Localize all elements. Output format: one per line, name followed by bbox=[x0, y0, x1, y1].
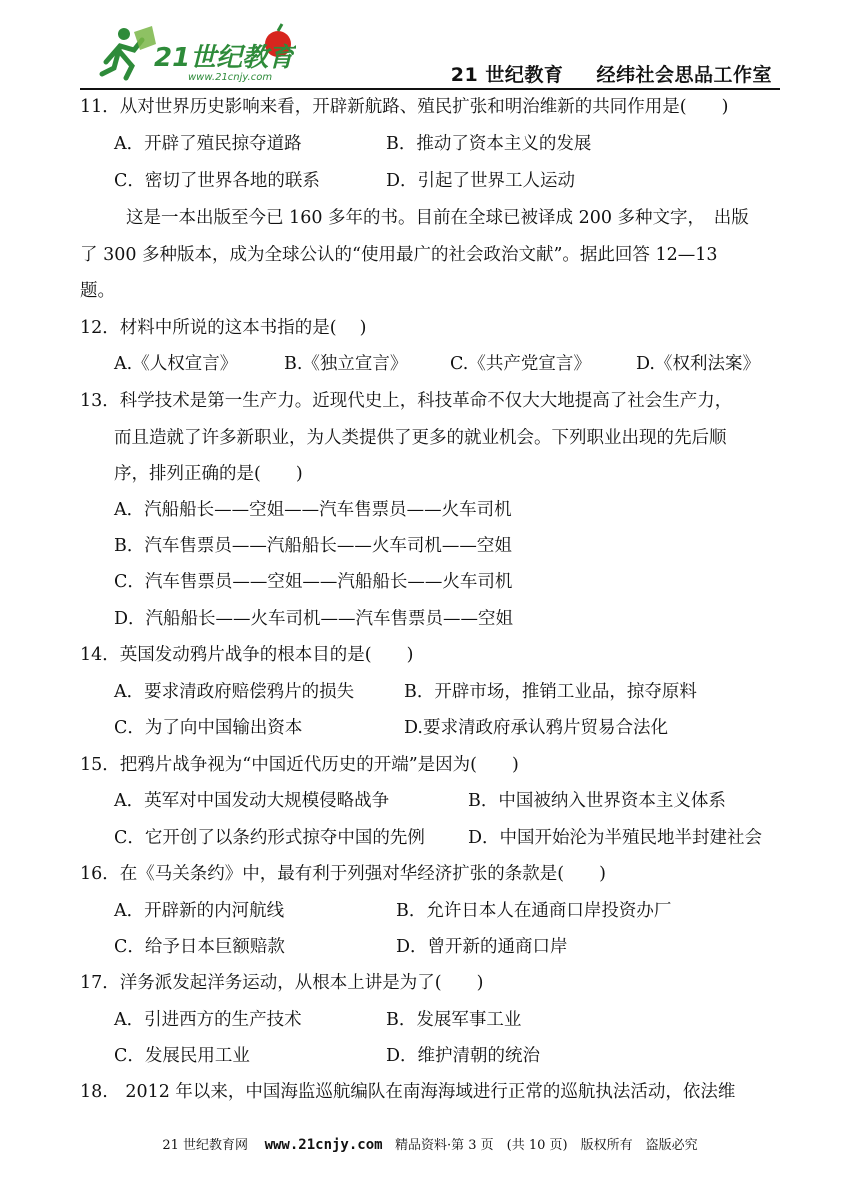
q12-option-d: D.《权利法案》 bbox=[636, 354, 760, 374]
q14-stem: 14．英国发动鸦片战争的根本目的是( ) bbox=[80, 645, 414, 665]
page-footer bbox=[0, 1134, 860, 1153]
footer-site: 21 世纪教育网 bbox=[162, 1138, 249, 1153]
q14-option-d: D.要求清政府承认鸦片贸易合法化 bbox=[404, 718, 668, 738]
q11-option-c: C．密切了世界各地的联系 bbox=[114, 171, 320, 191]
page-header bbox=[0, 0, 860, 92]
q16-stem: 16．在《马关条约》中，最有利于列强对华经济扩张的条款是( ) bbox=[80, 864, 606, 884]
q13-option-a: A．汽船船长——空姐——汽车售票员——火车司机 bbox=[114, 500, 512, 520]
header-rule bbox=[80, 88, 780, 90]
q14-option-a: A．要求清政府赔偿鸦片的损失 bbox=[114, 682, 355, 702]
q12-stem: 12．材料中所说的这本书指的是( ) bbox=[80, 318, 367, 338]
footer-page-info: 精品资料·第 3 页 (共 10 页) 版权所有 盗版必究 bbox=[395, 1138, 698, 1153]
q17-option-a: A．引进西方的生产技术 bbox=[114, 1010, 302, 1030]
logo-21cnjy bbox=[96, 22, 296, 86]
q17-option-d: D．维护清朝的统治 bbox=[386, 1046, 541, 1066]
material-line-3: 题。 bbox=[80, 281, 115, 301]
q14-option-b: B．开辟市场，推销工业品，掠夺原料 bbox=[404, 682, 697, 702]
q16-option-c: C．给予日本巨额赔款 bbox=[114, 937, 285, 957]
q15-option-c: C．它开创了以条约形式掠夺中国的先例 bbox=[114, 828, 425, 848]
q16-option-a: A．开辟新的内河航线 bbox=[114, 901, 285, 921]
logo-text: 21世纪教育 bbox=[154, 43, 295, 73]
q11-option-b: B．推动了资本主义的发展 bbox=[386, 134, 592, 154]
q11-option-a: A．开辟了殖民掠夺道路 bbox=[114, 134, 302, 154]
q13-option-c: C．汽车售票员——空姐——汽船船长——火车司机 bbox=[114, 572, 513, 592]
logo-url: www.21cnjy.com bbox=[188, 72, 273, 83]
brand-right: 经纬社会思品工作室 bbox=[596, 64, 772, 86]
q14-option-c: C．为了向中国输出资本 bbox=[114, 718, 303, 738]
q15-option-b: B．中国被纳入世界资本主义体系 bbox=[468, 791, 726, 811]
header-brand bbox=[451, 60, 772, 87]
q15-option-a: A．英军对中国发动大规模侵略战争 bbox=[114, 791, 390, 811]
q16-option-d: D．曾开新的通商口岸 bbox=[396, 937, 568, 957]
q17-option-c: C．发展民用工业 bbox=[114, 1046, 250, 1066]
q11-stem: 11．从对世界历史影响来看，开辟新航路、殖民扩张和明治维新的共同作用是( ) bbox=[80, 97, 729, 117]
footer-url: www.21cnjy.com bbox=[264, 1137, 383, 1153]
q11-option-d: D．引起了世界工人运动 bbox=[386, 171, 576, 191]
q12-option-c: C.《共产党宣言》 bbox=[450, 354, 591, 374]
q12-option-a: A.《人权宣言》 bbox=[114, 354, 238, 374]
q15-option-d: D．中国开始沦为半殖民地半封建社会 bbox=[468, 828, 763, 848]
material-line-1: 这是一本出版至今已 160 多年的书。目前在全球已被译成 200 多种文字， 出版 bbox=[126, 208, 749, 228]
q13-stem-1: 13．科学技术是第一生产力。近现代史上，科技革命不仅大大地提高了社会生产力， bbox=[80, 391, 733, 411]
q13-option-d: D．汽船船长——火车司机——汽车售票员——空姐 bbox=[114, 609, 514, 629]
q13-stem-3: 序，排列正确的是( ) bbox=[114, 464, 303, 484]
q17-stem: 17．洋务派发起洋务运动，从根本上讲是为了( ) bbox=[80, 973, 484, 993]
q15-stem: 15．把鸦片战争视为“中国近代历史的开端”是因为( ) bbox=[80, 755, 519, 775]
q18-stem: 18. 2012 年以来，中国海监巡航编队在南海海域进行正常的巡航执法活动，依法维 bbox=[80, 1082, 736, 1102]
q16-option-b: B．允许日本人在通商口岸投资办厂 bbox=[396, 901, 672, 921]
q13-option-b: B．汽车售票员——汽船船长——火车司机——空姐 bbox=[114, 536, 512, 556]
q12-option-b: B.《独立宣言》 bbox=[284, 354, 408, 374]
q17-option-b: B．发展军事工业 bbox=[386, 1010, 522, 1030]
brand-left: 21 世纪教育 bbox=[450, 64, 564, 86]
material-line-2: 了 300 多种版本，成为全球公认的“使用最广的社会政治文献”。据此回答 12—13 bbox=[80, 245, 718, 265]
q13-stem-2: 而且造就了许多新职业，为人类提供了更多的就业机会。下列职业出现的先后顺 bbox=[114, 428, 727, 448]
